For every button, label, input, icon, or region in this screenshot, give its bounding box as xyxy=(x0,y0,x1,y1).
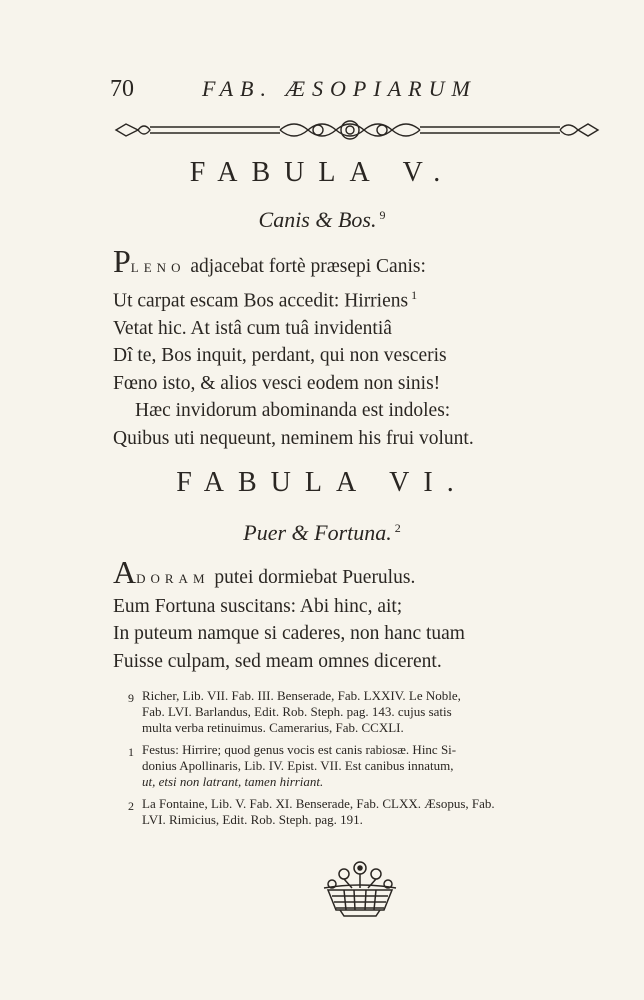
footnote-line: ut, etsi non latrant, tamen hirriant. xyxy=(142,774,324,789)
verse-line xyxy=(113,243,573,282)
verse-line: Fuisse culpam, sed meam omnes dicerent. xyxy=(113,650,442,672)
verse-line xyxy=(113,554,573,593)
verse-line-text: adjacebat fortè præsepi Canis: xyxy=(190,256,426,277)
fable-5-title: FABULA V. xyxy=(189,157,455,188)
fable-5-subtitle-text: Canis & Bos. xyxy=(258,207,377,232)
footnote-line: LVI. Rimicius, Edit. Rob. Steph. pag. 191. xyxy=(142,812,363,827)
fable-6-subtitle-text: Puer & Fortuna. xyxy=(243,520,392,545)
footnote-line: Festus: Hirrire; quod genus vocis est canis rabiosæ. Hinc Si- xyxy=(142,742,457,757)
verse-line: In puteum namque si caderes, non hanc tuam xyxy=(113,623,465,644)
verse-line: Quibus uti nequeunt, neminem his frui volunt. xyxy=(113,427,474,449)
verse-line xyxy=(113,282,573,315)
footnote-line: Richer, Lib. VII. Fab. III. Benserade, Fab. LXXIV. Le Noble, xyxy=(142,688,461,703)
small-caps-word: LENO xyxy=(130,260,186,275)
footnote-line: La Fontaine, Lib. V. Fab. XI. Benserade, Fab. CLXX. Æsopus, Fab. xyxy=(142,796,495,811)
footnote-mark: 2 xyxy=(128,799,134,813)
fable-6-verse xyxy=(113,554,573,675)
verse-line: Fœno isto, & alios vesci eodem non sinis! xyxy=(113,372,441,394)
footnote-mark: 9 xyxy=(128,691,134,705)
verse-line-text: putei dormiebat Puerulus. xyxy=(214,567,416,588)
fable-6-subtitle xyxy=(0,520,644,546)
footnote-ref: 2 xyxy=(394,520,401,535)
page-header xyxy=(110,76,524,106)
drop-cap: P xyxy=(113,243,131,279)
fable-6-title: FABULA VI. xyxy=(176,467,468,498)
footnote-ref: 9 xyxy=(379,207,386,222)
footnote-mark: 1 xyxy=(128,745,134,759)
footnote xyxy=(128,688,618,736)
verse-line: Eum Fortuna suscitans: Abi hinc, ait; xyxy=(113,595,403,617)
verse-line-text: Ut carpat escam Bos accedit: Hirriens xyxy=(113,290,409,311)
flower-basket-ornament-icon xyxy=(318,858,402,920)
page-number: 70 xyxy=(110,76,134,102)
footnote-line: Fab. LVI. Barlandus, Edit. Rob. Steph. pag. 143. cujus satis xyxy=(142,704,452,719)
floral-rule-ornament-icon xyxy=(112,114,600,146)
footnote xyxy=(128,742,618,790)
verse-line: Dî te, Bos inquit, perdant, qui non vesceris xyxy=(113,345,447,366)
drop-cap: A xyxy=(113,554,137,590)
footnotes xyxy=(128,688,618,834)
footnote xyxy=(128,796,618,828)
small-caps-word: DORAM xyxy=(136,571,210,586)
footnote-line: donius Apollinaris, Lib. IV. Epist. VII. Est canibus innatum, xyxy=(142,758,454,773)
running-title: FAB. ÆSOPIARUM xyxy=(202,76,477,101)
fable-5-verse xyxy=(113,243,573,452)
footnote-ref: 1 xyxy=(411,287,418,302)
verse-line: Hæc invidorum abominanda est indoles: xyxy=(135,400,451,421)
verse-line: Vetat hic. At istâ cum tuâ invidentiâ xyxy=(113,317,392,339)
footnote-line: multa verba retinuimus. Camerarius, Fab. CCXLI. xyxy=(142,720,404,735)
fable-5-subtitle xyxy=(0,207,644,233)
